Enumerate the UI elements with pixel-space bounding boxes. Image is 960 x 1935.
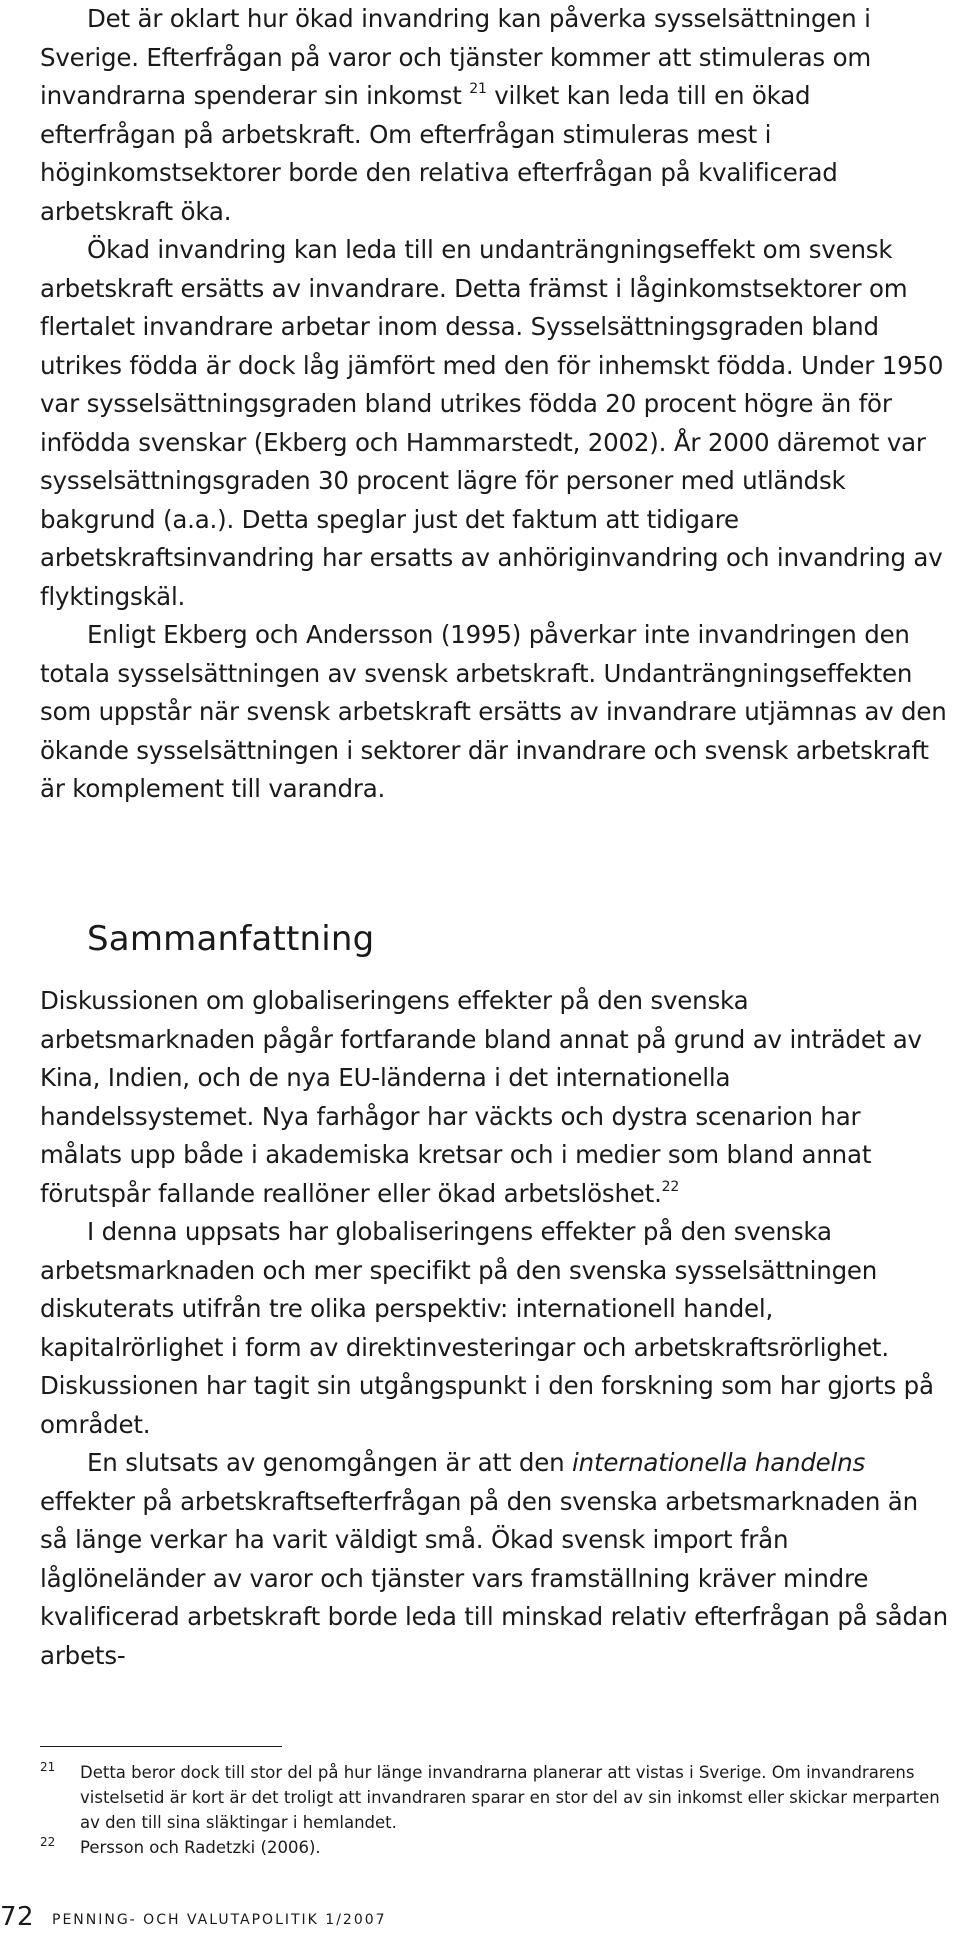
footnote-text: Persson och Radetzki (2006). xyxy=(80,1838,321,1857)
footnote-ref-22[interactable]: 22 xyxy=(661,1178,680,1195)
paragraph: Diskussionen om globaliseringens effekter på den svenska arbetsmarknaden pågår fortfarande bland annat på grund av inträdet av Kina, Indien, och de nya EU-länderna i det internationella handelssystemet. Nya farhågor har väckts och dystra scenarion har målats upp både i akademiska kretsar och i medier som bland annat förutspår fallande reallöner eller ökad arbetslöshet.$^{22}$ xyxy=(40,986,922,1208)
paragraph: Enligt Ekberg och Andersson (1995) påverkar inte invandringen den totala sysselsättningen av svensk arbetskraft. Undanträngningseffekten som uppstår när svensk arbetskraft ersätts av invandrare utjämnas av den ökande sysselsättningen i sektorer där invandrare och svensk arbetskraft är komplement till varandra. xyxy=(40,620,947,803)
page-number: 72 xyxy=(0,1902,35,1932)
paragraph: Det är oklart hur ökad invandring kan påverka sysselsättningen i Sverige. Efterfrågan på varor och tjänster kommer att stimuleras om invandrarna spenderar sin inkomst $^{21}$ vilket kan leda till en ökad efterfrågan på arbetskraft. Om efterfrågan stimuleras mest i höginkomstsektorer borde den relativa efterfrågan på kvalificerad arbetskraft öka. xyxy=(40,4,872,226)
section-heading: Sammanfattning xyxy=(87,919,375,959)
body-upper xyxy=(40,0,948,809)
footnote-number: 21 xyxy=(40,1760,56,1774)
running-title: PENNING- OCH VALUTAPOLITIK 1/2007 xyxy=(52,1912,387,1928)
paragraph: Ökad invandring kan leda till en undanträngningseffekt om svensk arbetskraft ersätts av invandrare. Detta främst i låginkomstsektorer om flertalet invandrare arbetar inom dessa. Sysselsättningsgraden bland utrikes födda är dock låg jämfört med den för inhemskt födda. Under 1950 var sysselsättningsgraden bland utrikes födda 20 procent högre än för infödda svenskar (Ekberg och Hammarstedt, 2002). År 2000 däremot var sysselsättningsgraden 30 procent lägre för personer med utländsk bakgrund (a.a.). Detta speglar just det faktum att tidigare arbetskraftsinvandring har ersatts av anhöriginvandring och invandring av flyktingskäl. xyxy=(40,235,944,611)
footnote-ref-21[interactable]: 21 xyxy=(469,81,487,97)
paragraph: I denna uppsats har globaliseringens effekter på den svenska arbetsmarknaden och mer specifikt på den svenska sysselsättningen diskuterats utifrån tre olika perspektiv: internationell handel, kapitalrörlighet i form av direktinvesteringar och arbetskraftsrörlighet. Diskussionen har tagit sin utgångspunkt i den forskning som har gjorts på området. xyxy=(40,1217,934,1439)
page-footer xyxy=(0,1903,960,1935)
footnote-divider xyxy=(40,1746,282,1747)
body-lower xyxy=(40,982,948,1675)
footnote-text: Detta beror dock till stor del på hur länge invandrarna planerar att vistas i Sverige. Om invandrarens vistelsetid är kort är det troligt att invandraren sparar en stor del av sin inkomst eller skickar merparten av den till sina släktingar i hemlandet. xyxy=(80,1763,940,1832)
footnote xyxy=(40,1760,948,1835)
footnote-number: 22 xyxy=(40,1835,56,1849)
footnotes xyxy=(40,1760,948,1860)
footnote xyxy=(40,1835,948,1860)
paragraph: En slutsats av genomgången är att den internationella handelns effekter på arbetskraftsefterfrågan på den svenska arbetsmarknaden än så länge verkar ha varit väldigt små. Ökad svensk import från låglöneländer av varor och tjänster vars framställning kräver mindre kvalificerad arbetskraft borde leda till minskad relativ efterfrågan på sådan arbets- xyxy=(40,1448,948,1670)
